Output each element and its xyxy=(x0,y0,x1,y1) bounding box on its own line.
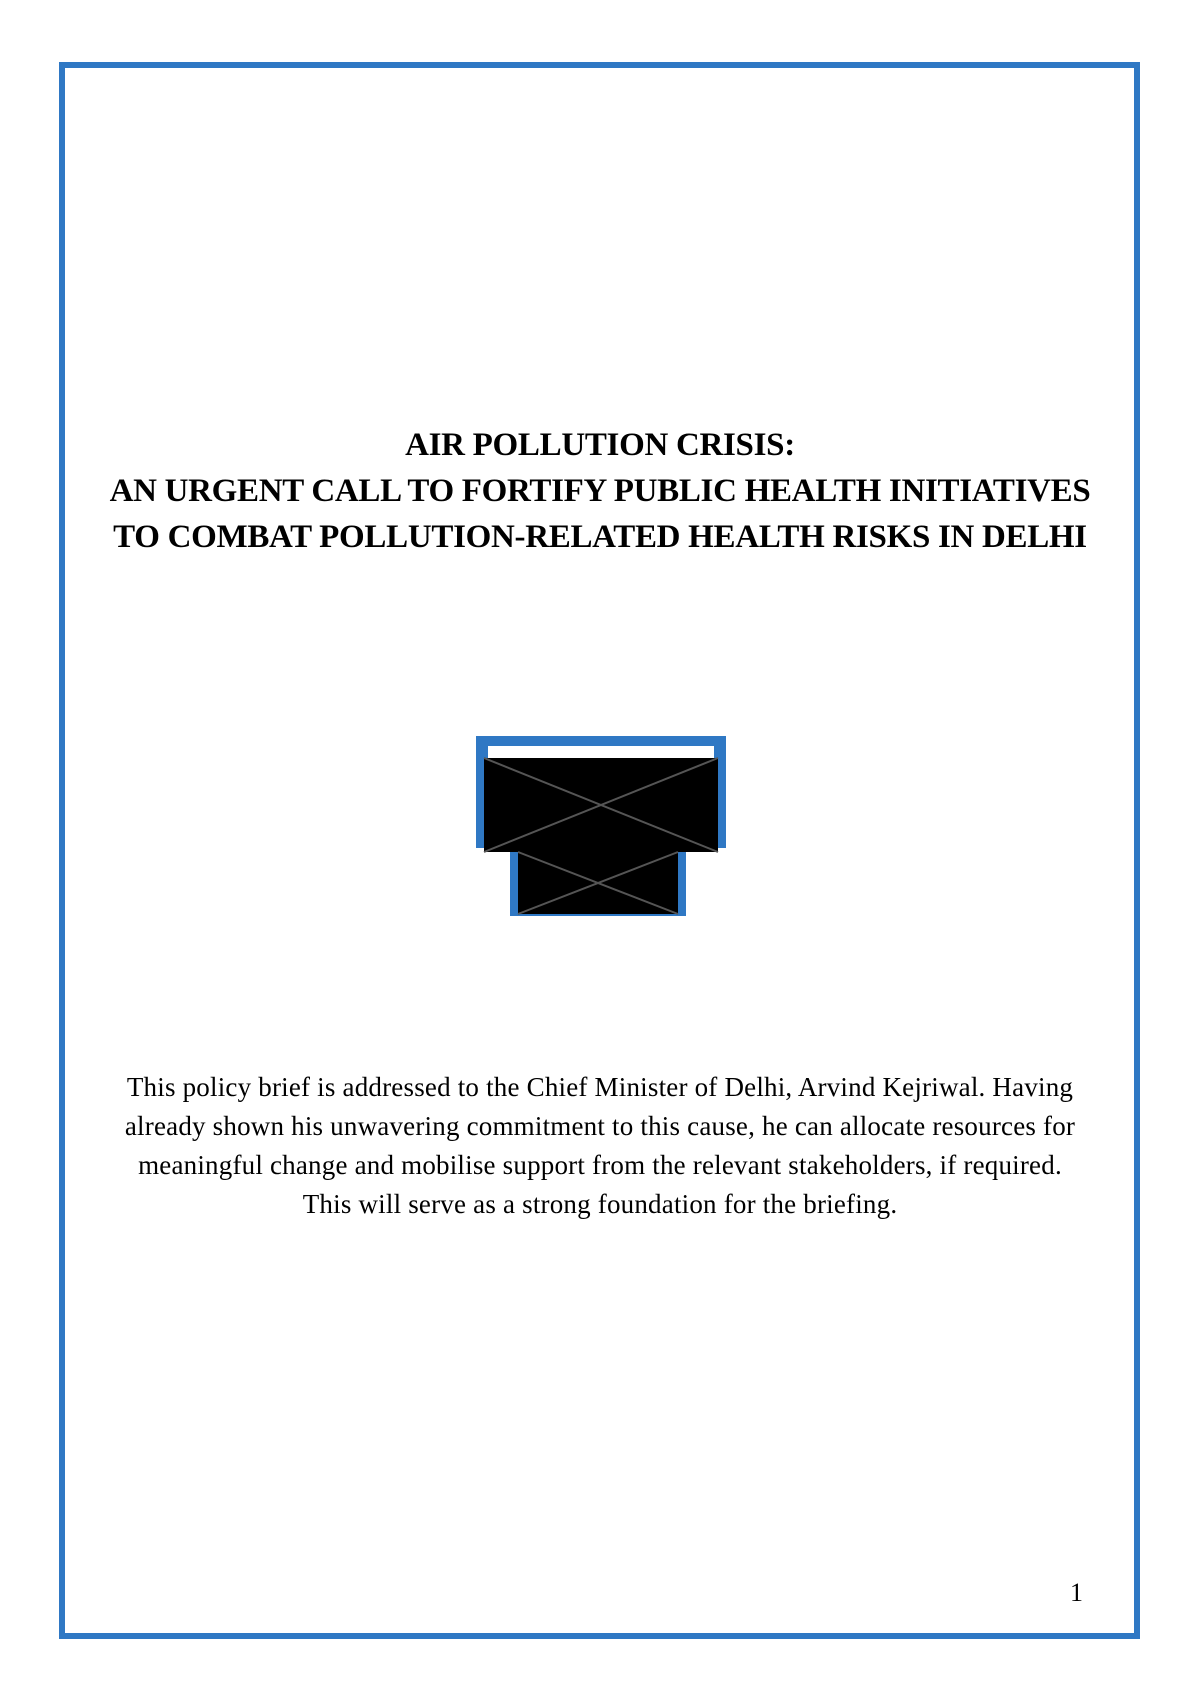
policy-brief-description xyxy=(80,1068,1120,1224)
title-line-1: AIR POLLUTION CRISIS: xyxy=(405,427,795,463)
body-line-3: meaningful change and mobilise support from the relevant stakeholders, if required. xyxy=(138,1150,1062,1180)
document-title xyxy=(66,422,1134,560)
broken-image-icon xyxy=(476,736,726,916)
body-line-2: already shown his unwavering commitment to this cause, he can allocate resources for xyxy=(124,1111,1076,1141)
title-line-3: TO COMBAT POLLUTION-RELATED HEALTH RISKS IN DELHI xyxy=(113,519,1087,555)
missing-image-placeholder xyxy=(476,736,726,916)
body-line-4: This will serve as a strong foundation for the briefing. xyxy=(302,1189,898,1219)
body-line-1: This policy brief is addressed to the Chief Minister of Delhi, Arvind Kejriwal. Having xyxy=(126,1072,1074,1102)
page-number: 1 xyxy=(1070,1578,1083,1607)
title-line-2: AN URGENT CALL TO FORTIFY PUBLIC HEALTH INITIATIVES xyxy=(109,473,1091,509)
